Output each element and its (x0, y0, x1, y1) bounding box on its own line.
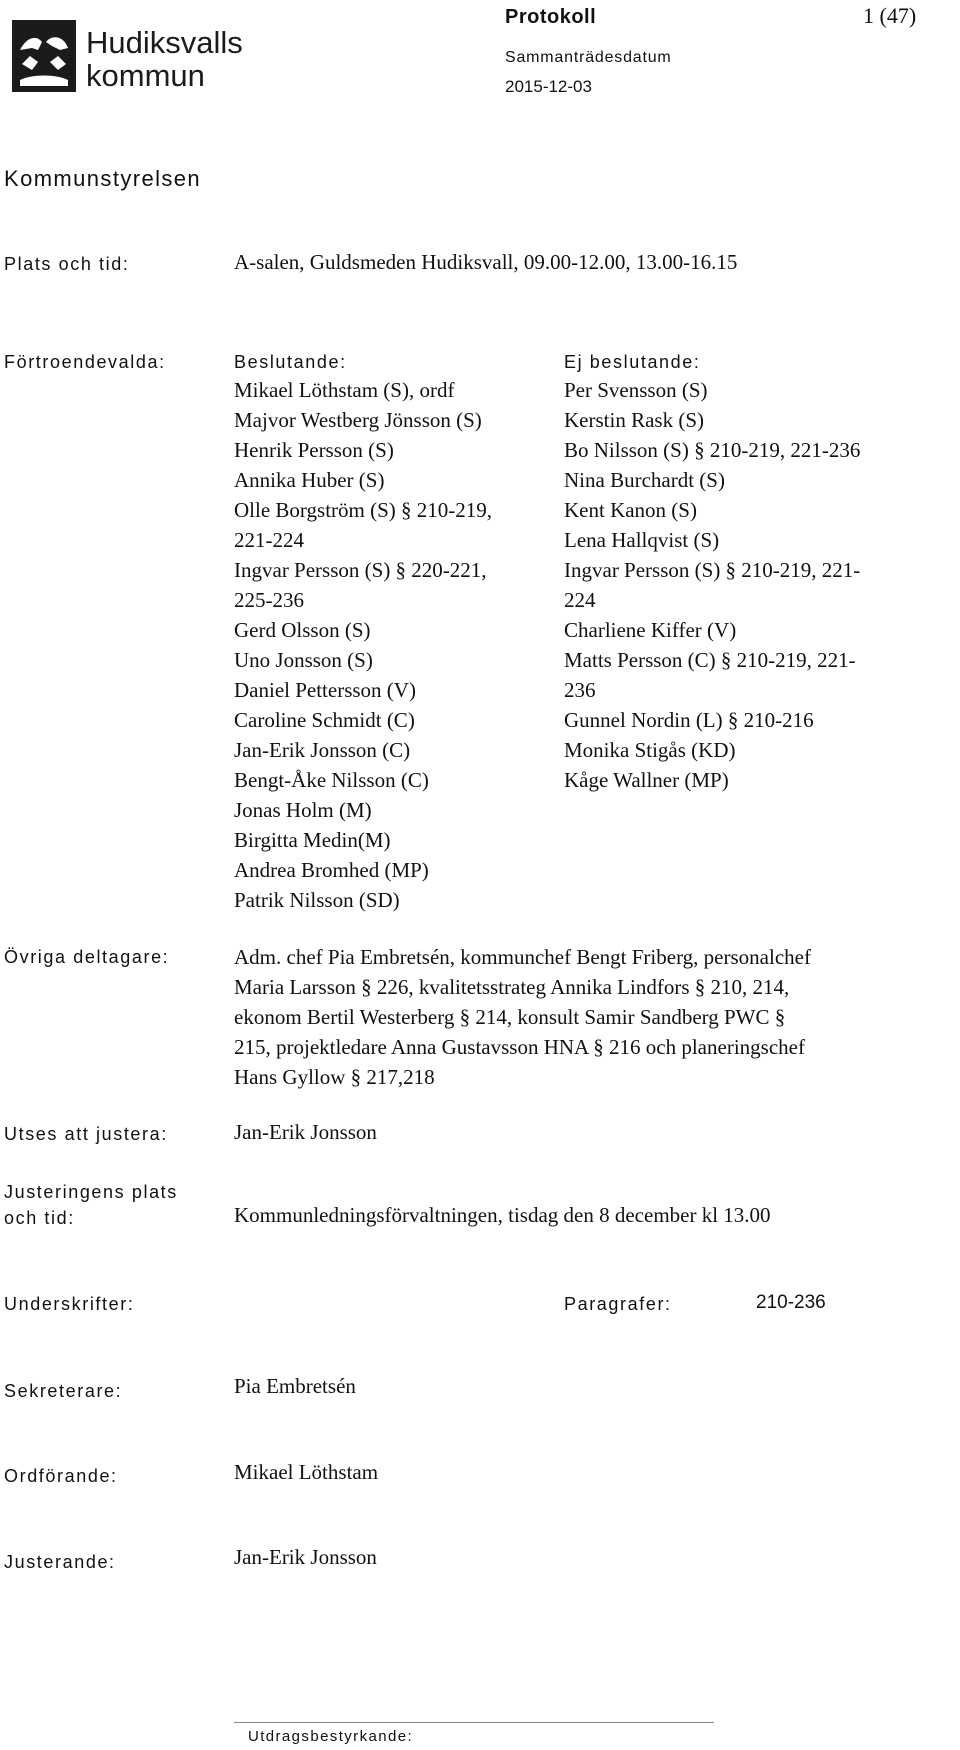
place-label: Plats och tid: (4, 254, 130, 274)
logo-text-line1: Hudiksvalls (86, 25, 243, 60)
list-item: Ingvar Persson (S) § 220-221, (234, 558, 487, 582)
list-item: Majvor Westberg Jönsson (S) (234, 408, 482, 432)
paragraph-line: ekonom Bertil Westerberg § 214, konsult Samir Sandberg PWC § (234, 1005, 786, 1029)
adjust-place-label-line2: och tid: (4, 1208, 75, 1228)
signing-adjuster-name: Jan-Erik Jonsson (234, 1545, 377, 1569)
footer-separator (234, 1722, 714, 1723)
list-item: Charliene Kiffer (V) (564, 618, 737, 642)
adjust-place-value: Kommunledningsförvaltningen, tisdag den 8 december kl 13.00 (234, 1203, 771, 1227)
paragraph-line: Maria Larsson § 226, kvalitetsstrateg Annika Lindfors § 210, 214, (234, 975, 790, 999)
chair-label: Ordförande: (4, 1466, 118, 1486)
paragraph-line: 215, projektledare Anna Gustavsson HNA § 216 och planeringschef (234, 1035, 805, 1059)
meeting-date: 2015-12-03 (505, 77, 592, 96)
list-item: Matts Persson (C) § 210-219, 221- (564, 648, 856, 672)
secretary-name: Pia Embretsén (234, 1374, 356, 1398)
list-item: Jan-Erik Jonsson (C) (234, 738, 411, 762)
list-item: Monika Stigås (KD) (564, 738, 736, 762)
paragraph-line: Hans Gyllow § 217,218 (234, 1065, 435, 1089)
list-item: Kåge Wallner (MP) (564, 768, 729, 792)
list-item: Jonas Holm (M) (234, 798, 372, 822)
list-item: Henrik Persson (S) (234, 438, 394, 462)
list-item: Ingvar Persson (S) § 210-219, 221- (564, 558, 861, 582)
list-item: Bo Nilsson (S) § 210-219, 221-236 (564, 438, 861, 462)
paragraph-line: Adm. chef Pia Embretsén, kommunchef Bengt Friberg, personalchef (234, 945, 811, 969)
adjuster-label: Utses att justera: (4, 1124, 168, 1144)
list-item: Annika Huber (S) (234, 468, 385, 492)
non-deciding-heading: Ej beslutande: (564, 352, 701, 372)
paragraphs-value: 210-236 (756, 1292, 826, 1313)
document-type: Protokoll (505, 6, 597, 28)
list-item: Gunnel Nordin (L) § 210-216 (564, 708, 814, 732)
list-item: Uno Jonsson (S) (234, 648, 373, 672)
others-paragraph (234, 942, 811, 1092)
place-value: A-salen, Guldsmeden Hudiksvall, 09.00-12.00, 13.00-16.15 (234, 250, 738, 274)
adjust-place-label-line1: Justeringens plats (4, 1182, 178, 1202)
list-item: Kent Kanon (S) (564, 498, 697, 522)
non-deciding-list (564, 375, 860, 795)
list-item: Kerstin Rask (S) (564, 408, 704, 432)
municipality-logo (12, 18, 262, 94)
logo-text-line2: kommun (86, 58, 205, 93)
list-item: 236 (564, 678, 596, 702)
paragraphs-label: Paragrafer: (564, 1294, 672, 1314)
list-item: Bengt-Åke Nilsson (C) (234, 768, 429, 792)
signatures-label: Underskrifter: (4, 1294, 135, 1314)
list-item: Mikael Löthstam (S), ordf (234, 378, 455, 402)
list-item: 224 (564, 588, 596, 612)
list-item: Per Svensson (S) (564, 378, 708, 402)
organ-name: Kommunstyrelsen (4, 166, 202, 191)
logo-emblem-icon (12, 20, 76, 92)
list-item: Lena Hallqvist (S) (564, 528, 720, 552)
meeting-date-label: Sammanträdesdatum (505, 49, 672, 66)
list-item: Gerd Olsson (S) (234, 618, 371, 642)
list-item: Caroline Schmidt (C) (234, 708, 415, 732)
list-item: Andrea Bromhed (MP) (234, 858, 429, 882)
list-item: 221-224 (234, 528, 304, 552)
signing-adjuster-label: Justerande: (4, 1552, 116, 1572)
page-number: 1 (47) (863, 3, 917, 28)
deciding-list (234, 375, 492, 915)
secretary-label: Sekreterare: (4, 1381, 123, 1401)
list-item: Nina Burchardt (S) (564, 468, 725, 492)
list-item: Patrik Nilsson (SD) (234, 888, 400, 912)
list-item: Olle Borgström (S) § 210-219, (234, 498, 493, 522)
adjuster-value: Jan-Erik Jonsson (234, 1120, 377, 1144)
others-label: Övriga deltagare: (4, 947, 170, 967)
chair-name: Mikael Löthstam (234, 1460, 379, 1484)
list-item: Daniel Pettersson (V) (234, 678, 416, 702)
deciding-heading: Beslutande: (234, 352, 347, 372)
elected-label: Förtroendevalda: (4, 352, 166, 372)
list-item: 225-236 (234, 588, 304, 612)
list-item: Birgitta Medin(M) (234, 828, 391, 852)
extract-certification-label: Utdragsbestyrkande: (248, 1728, 414, 1745)
